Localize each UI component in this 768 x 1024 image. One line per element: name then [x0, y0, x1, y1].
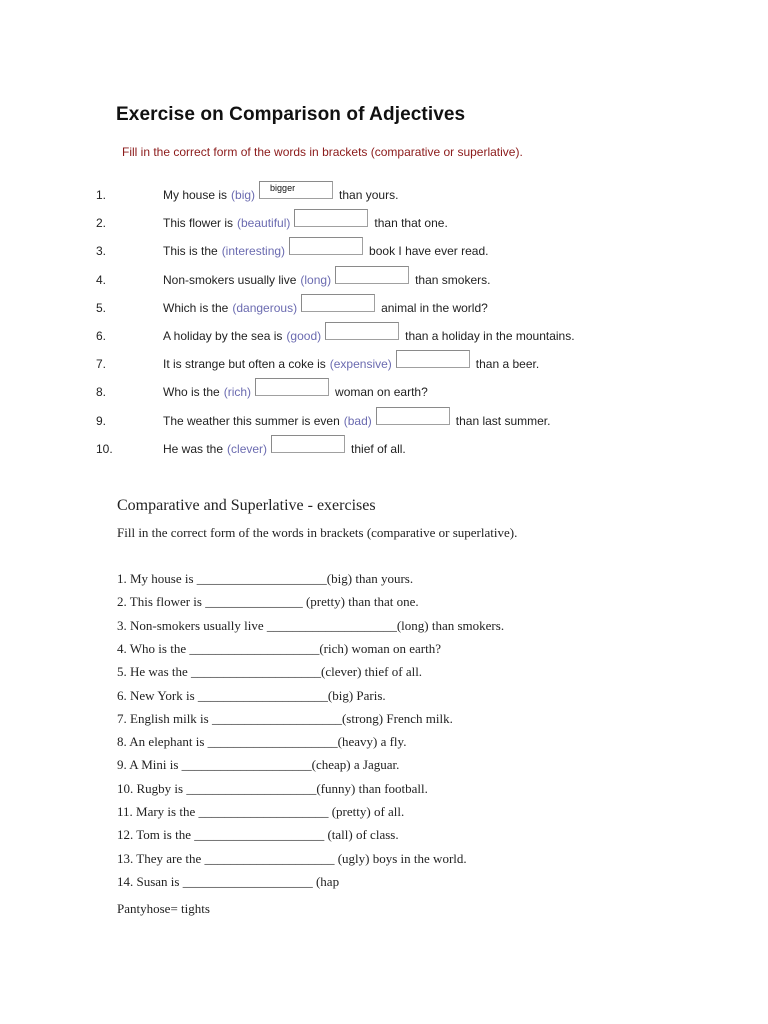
section2-instruction: Fill in the correct form of the words in brackets (comparative or superlative). [117, 525, 518, 540]
sentence-start: A holiday by the sea is [163, 329, 283, 343]
exercise-number: 4. [96, 272, 107, 287]
sentence-end: book I have ever read. [369, 244, 489, 259]
answer-input[interactable] [396, 350, 470, 368]
exercise-number: 6. [96, 329, 107, 343]
exercise-item: 8. An elephant is ____________________(heavy) a fly. [117, 734, 407, 750]
sentence-end: than a beer. [475, 357, 540, 372]
sentence-end: thief of all. [351, 441, 406, 456]
exercise-number: 3. [96, 244, 107, 259]
exercise-sentence [163, 329, 575, 343]
exercise-number: 7. [96, 357, 107, 372]
exercise-item: 14. Susan is ____________________ (hap [117, 873, 340, 889]
bracket-word: (long) [300, 272, 332, 287]
sentence-end: than yours. [339, 188, 399, 202]
exercise-sentence [163, 357, 539, 371]
exercise-item: 11. Mary is the ____________________ (pretty) of all. [117, 804, 405, 819]
exercise-item: 1. My house is ____________________(big) than yours. [117, 571, 414, 586]
sentence-end: than a holiday in the mountains. [405, 329, 575, 343]
exercise-sentence [163, 244, 488, 258]
exercise-number: 9. [96, 413, 107, 428]
exercise-sentence [163, 273, 490, 287]
exercise-sentence [163, 216, 448, 230]
answer-input[interactable] [335, 266, 409, 284]
answer-input[interactable] [289, 237, 363, 255]
bracket-word: (big) [231, 188, 256, 202]
bracket-word: (expensive) [329, 357, 392, 372]
exercise-item: 7. English milk is ____________________(strong) French milk. [117, 710, 453, 726]
sentence-start: This is the [163, 244, 218, 259]
bracket-word: (good) [286, 329, 322, 343]
sentence-end: animal in the world? [381, 300, 488, 315]
instruction-text: Fill in the correct form of the words in brackets (comparative or superlative). [122, 145, 523, 159]
bracket-word: (clever) [227, 441, 268, 456]
exercise-sentence [163, 301, 488, 315]
sentence-end: than that one. [374, 216, 448, 231]
answer-input[interactable] [294, 209, 368, 227]
answer-input[interactable] [301, 294, 375, 312]
bracket-word: (interesting) [221, 244, 286, 259]
exercise-sentence [163, 414, 550, 428]
exercise-sentence [163, 385, 428, 399]
exercise-number: 5. [96, 300, 107, 315]
sentence-start: The weather this summer is even [163, 413, 340, 428]
sentence-start: He was the [163, 441, 224, 456]
bracket-word: (bad) [343, 413, 372, 428]
sentence-end: than last summer. [455, 413, 551, 428]
bracket-word: (dangerous) [232, 300, 298, 315]
exercise-item: 13. They are the ____________________ (ugly) boys in the world. [117, 850, 467, 866]
exercise-sentence [163, 442, 406, 456]
sentence-start: This flower is [163, 216, 234, 231]
exercise-item: 5. He was the ____________________(clever) thief of all. [117, 664, 423, 680]
exercise-item: 4. Who is the ____________________(rich) woman on earth? [117, 640, 441, 656]
footer-note: Pantyhose= tights [117, 901, 210, 916]
sentence-start: It is strange but often a coke is [163, 357, 326, 372]
exercise-item: 2. This flower is _______________ (pretty) than that one. [117, 594, 419, 610]
page-title: Exercise on Comparison of Adjectives [116, 104, 466, 125]
exercise-item: 10. Rugby is ____________________(funny) than football. [117, 780, 428, 796]
section2-title: Comparative and Superlative - exercises [117, 497, 376, 514]
sentence-start: Non-smokers usually live [163, 272, 297, 287]
exercise-number: 8. [96, 385, 107, 400]
bracket-word: (beautiful) [237, 216, 291, 231]
sentence-start: Which is the [163, 300, 229, 315]
answer-input[interactable] [376, 407, 450, 425]
exercise-number: 2. [96, 216, 107, 231]
sentence-end: woman on earth? [335, 385, 428, 400]
sentence-end: than smokers. [415, 272, 491, 287]
answer-input[interactable]: bigger [259, 181, 333, 199]
exercise-sentence [163, 183, 399, 202]
exercise-item: 6. New York is ____________________(big) Paris. [117, 687, 386, 703]
exercise-number: 1. [96, 188, 107, 202]
bracket-word: (rich) [223, 385, 252, 400]
sentence-start: Who is the [163, 385, 220, 400]
answer-input[interactable] [255, 378, 329, 396]
answer-input[interactable] [271, 435, 345, 453]
exercise-item: 12. Tom is the ____________________ (tall) of class. [117, 827, 399, 843]
exercise-number: 10. [96, 441, 113, 456]
answer-input[interactable] [325, 322, 399, 340]
exercise-item: 3. Non-smokers usually live ____________________(long) than smokers. [117, 617, 505, 633]
exercise-item: 9. A Mini is ____________________(cheap) a Jaguar. [117, 757, 400, 773]
sentence-start: My house is [163, 188, 228, 202]
